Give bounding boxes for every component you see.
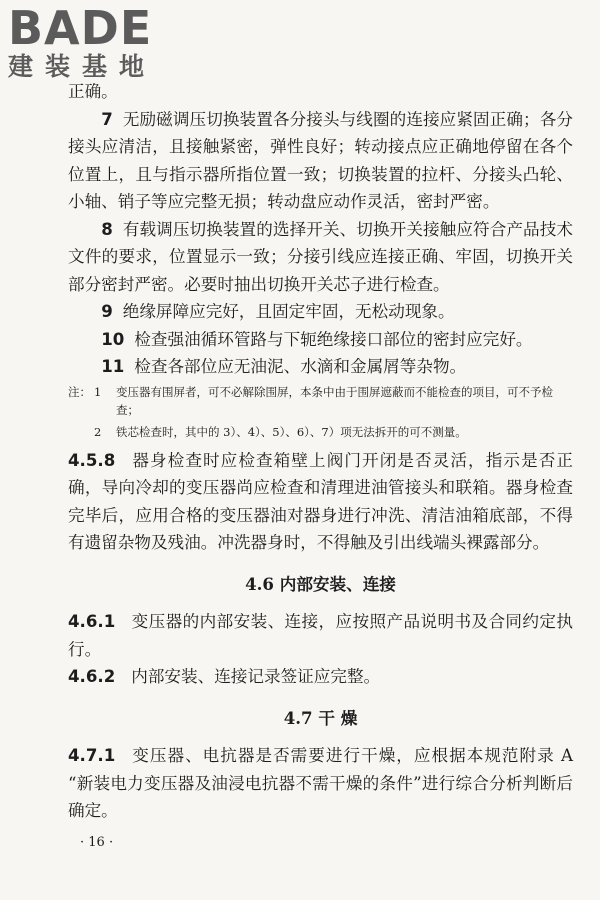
item-10: [68, 326, 573, 354]
clause-number: 4.5.8: [68, 450, 116, 470]
clause-4-6-2: [68, 663, 573, 691]
clause-4-6-1: [68, 608, 573, 663]
clause-number: 4.6.1: [68, 612, 116, 631]
item-text: 检查强油循环管路与下轭绝缘接口部位的密封应完好。: [134, 329, 533, 349]
note-number: 2: [94, 424, 102, 439]
note-label: 注：: [68, 384, 91, 399]
item-number: 10: [101, 329, 125, 349]
item-9: [68, 298, 573, 326]
note-1: [68, 383, 573, 419]
item-number: 9: [101, 302, 113, 321]
clause-text: 器身检查时应检查箱壁上阀门开闭是否灵活，指示是否正确，导向冷却的变压器尚应检查和清理进油管接头和联箱。器身检查完毕后，应用合格的变压器油对器身进行冲洗、清洁油箱底部，不得有遗留杂物及残油。冲洗器身时，不得触及引出线端头裸露部分。: [68, 450, 573, 552]
item-11: [68, 353, 573, 381]
item-7: [68, 106, 573, 216]
clause-4-5-8: [68, 447, 573, 557]
clause-number: 4.7.1: [68, 746, 116, 765]
clause-text: 内部安装、连接记录签证应完整。: [131, 667, 381, 686]
note-text: 铁芯检查时，其中的 3）、4）、5）、6）、7）项无法拆开的可不测量。: [116, 424, 467, 439]
logo-text-bade: BADE: [8, 1, 153, 55]
watermark-logo: [8, 1, 183, 86]
note-text: 变压器有围屏者，可不必解除围屏，本条中由于围屏遮蔽而不能检查的项目，可不予检查；: [116, 384, 553, 417]
item-8: [68, 216, 573, 299]
item-number: 8: [101, 219, 113, 239]
item-number: 11: [101, 357, 125, 376]
clause-number: 4.6.2: [68, 667, 116, 686]
item-text: 无励磁调压切换装置各分接头与线圈的连接应紧固正确；各分接头应清洁，且接触紧密，弹性良好；转动接点应正确地停留在各个位置上，且与指示器所指位置一致；切换装置的拉杆、分接头凸轮、小轴、销子等应完整无损；转动盘应动作灵活，密封严密。: [68, 109, 573, 211]
item-text: 检查各部位应无油泥、水滴和金属屑等杂物。: [134, 357, 467, 376]
section-title-4-7: 4.7 干 燥: [283, 707, 358, 728]
note-2: [68, 423, 573, 441]
clause-text: 变压器的内部安装、连接，应按照产品说明书及合同约定执行。: [68, 612, 573, 659]
note-number: 1: [94, 384, 102, 399]
clause-4-7-1: [68, 742, 573, 825]
section-title-4-6: 4.6 内部安装、连接: [245, 573, 396, 594]
continued-line: 正确。: [68, 82, 118, 101]
logo-text-chinese: 建装基地: [8, 52, 157, 81]
clause-text: 变压器、电抗器是否需要进行干燥，应根据本规范附录 A “新装电力变压器及油浸电抗器不需干燥的条件”进行综合分析判断后确定。: [68, 746, 573, 820]
page-number: · 16 ·: [80, 834, 114, 850]
note-block: [68, 383, 573, 441]
document-body: [68, 78, 573, 856]
item-text: 绝缘屏障应完好，且固定牢固，无松动现象。: [122, 302, 455, 321]
item-number: 7: [101, 109, 113, 129]
item-text: 有载调压切换装置的选择开关、切换开关接触应符合产品技术文件的要求，位置显示一致；分接引线应连接正确、牢固，切换开关部分密封严密。必要时抽出切换开关芯子进行检查。: [68, 219, 573, 294]
